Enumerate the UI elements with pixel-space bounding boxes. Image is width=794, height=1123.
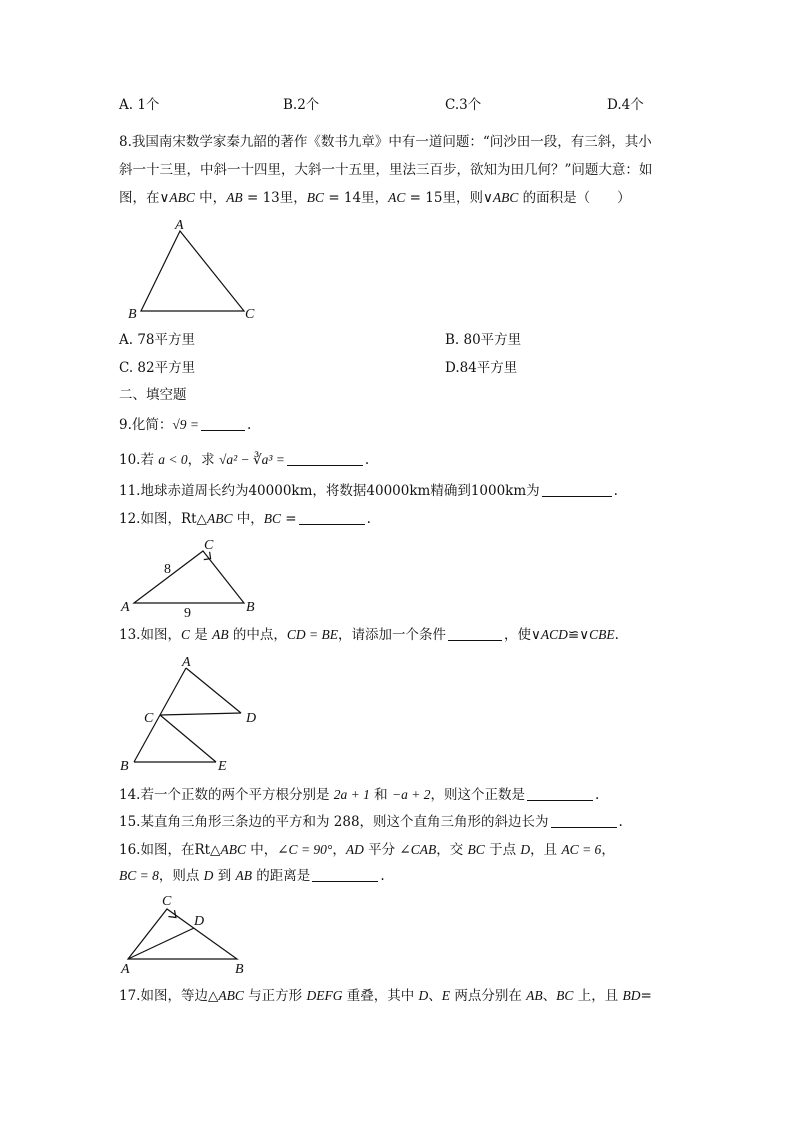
q16-figure [118,893,278,978]
q9-answer-blank[interactable] [201,416,245,431]
q10: 10.若 a < 0，求 √a² − ∛a³ = . [119,452,370,468]
q13-label-b: B [120,759,129,774]
q10-answer-blank[interactable] [287,451,363,466]
q12-triangle-figure [118,535,278,620]
q13-figure [118,652,278,777]
q12-label-c: C [204,538,214,553]
q16-line-1: 16.如图，在Rt△ABC 中，∠C = 90°，AD 平分 ∠CAB，交 BC 于点 D，且 AC = 6， [119,842,615,858]
q14: 14.若一个正数的两个平方根分别是 2a + 1 和 −a + 2，则这个正数是 . [119,787,600,803]
q11: 11.地球赤道周长约为40000km，将数据40000km精确到1000km为 . [119,483,618,499]
q16-answer-blank[interactable] [312,867,378,882]
q13-label-d: D [246,711,257,726]
q16-label-c: C [162,894,172,909]
q14-answer-blank[interactable] [527,786,593,801]
q8-option-b: B. 80平方里 [445,332,522,348]
q8-line-1: 8.我国南宋数学家秦九韶的著作《数书九章》中有一道问题：“问沙田一段，有三斜，其小 [119,134,652,150]
q12-side-ac-length: 8 [164,562,171,577]
q15-answer-blank[interactable] [551,813,617,828]
q12-triangle [134,551,244,603]
q8-label-b: B [128,307,137,322]
q16-label-d: D [194,914,205,929]
q8-label-a: A [175,218,184,233]
q13: 13.如图，C 是 AB 的中点，CD = BE，请添加一个条件 ，使∨ACD≌∨CBE. [119,627,619,643]
q8-triangle [141,231,244,311]
q12-side-ab-length: 9 [184,606,191,621]
q13-label-e: E [218,759,227,774]
q16-label-a: A [121,962,130,977]
q12-label-a: A [121,600,130,615]
q8-line-3: 图，在∨ABC 中，AB = 13里，BC = 14里，AC = 15里，则∨ABC 的面积是（ ） [119,190,631,206]
q7-option-a: A. 1个 [119,97,160,113]
q8-option-d: D.84平方里 [445,360,518,376]
q13-label-c: C [144,711,154,726]
q9: 9.化简：√9 = . [119,417,252,433]
q13-answer-blank[interactable] [448,626,502,641]
q8-option-c: C. 82平方里 [119,360,196,376]
q15: 15.某直角三角形三条边的平方和为 288，则这个直角三角形的斜边长为 . [119,814,623,830]
q7-option-b: B.2个 [283,97,320,113]
q16-bisector-ad [128,928,194,959]
q7-option-c: C.3个 [445,97,482,113]
q8-label-c: C [245,307,255,322]
q12-answer-blank[interactable] [299,510,365,525]
q7-option-d: D.4个 [607,97,644,113]
q8-triangle-figure [120,214,280,324]
q12-label-b: B [246,600,255,615]
q16-line-2: BC = 8，则点 D 到 AB 的距离是 . [119,868,385,884]
q12: 12.如图，Rt△ABC 中，BC = . [119,511,371,527]
q8-line-2: 斜一十三里，中斜一十四里，大斜一十五里，里法三百步，欲知为田几何？”问题大意：如 [119,162,653,178]
section-title: 二、填空题 [119,387,187,403]
q17: 17.如图，等边△ABC 与正方形 DEFG 重叠，其中 D、E 两点分别在 AB、BC 上，且 BD= [119,988,652,1004]
q13-label-a: A [182,655,191,670]
q11-answer-blank[interactable] [542,482,612,497]
q16-label-b: B [235,962,244,977]
q8-option-a: A. 78平方里 [119,332,196,348]
